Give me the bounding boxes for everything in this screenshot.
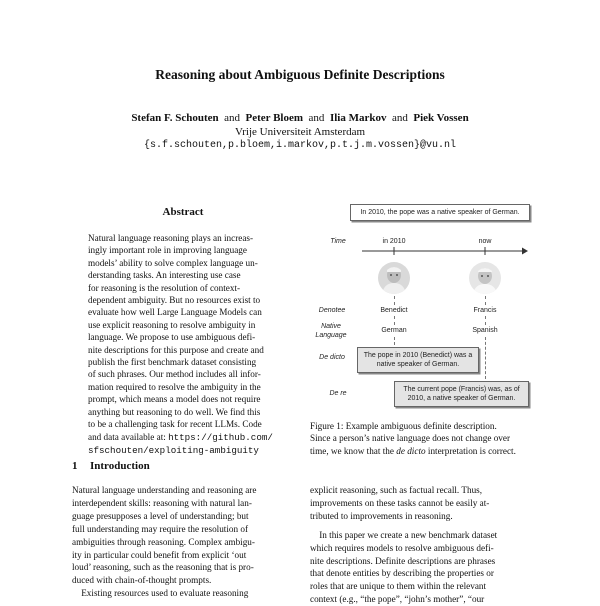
abstract-line: evaluate how well Large Language Models can — [88, 307, 262, 318]
denotee-francis: Francis — [473, 307, 497, 314]
author-separator: and — [308, 112, 325, 124]
code-url[interactable]: https://github.com/ — [168, 431, 273, 443]
abstract-line: models’ ability to solve complex language un- — [88, 257, 258, 268]
de-re-text: The current pope (Francis) was, as of 2010, a native speaker of German. — [403, 386, 520, 402]
language-german: German — [381, 327, 407, 334]
row-label-denotee: Denotee — [318, 307, 346, 314]
caption-text: interpretation is correct. — [425, 445, 516, 456]
abstract-line: ingly important role in improving language — [88, 245, 247, 256]
body-line: Existing resources used to evaluate reasoning — [72, 588, 249, 599]
affiliation: Vrije Universiteit Amsterdam — [234, 126, 366, 138]
body-line: guage presupposes a level of understanding; but — [72, 510, 249, 521]
body-line: loud’ reasoning, such as the reasoning that is pro- — [72, 562, 254, 573]
benedict-portrait — [378, 262, 410, 294]
body-line: explicit reasoning, such as factual recall. Thus, — [310, 485, 483, 495]
timeline-arrow — [360, 245, 530, 257]
francis-portrait — [469, 262, 501, 294]
row-label-de-dicto: De dicto — [319, 354, 345, 361]
abstract-line — [88, 444, 278, 457]
abstract-line: mation required to resolve the ambiguity in the — [88, 381, 261, 392]
body-line: tributed to improvements in reasoning. — [310, 510, 453, 521]
caption-line — [310, 445, 532, 457]
abstract-line: nite descriptions for this purpose and create and — [88, 344, 264, 355]
connector-line — [485, 296, 486, 305]
abstract-line: use explicit reasoning to resolve ambiguity in — [88, 319, 256, 330]
caption-line: Since a person’s native language does not change over — [310, 433, 511, 444]
body-line: duced with chain-of-thought prompts. — [72, 575, 212, 586]
body-line: context (e.g., “the pope”, “john’s mother”, “our — [310, 594, 485, 605]
body-line: ity in particular could benefit from explicit ‘out — [72, 549, 247, 560]
author-emails: {s.f.schouten,p.bloem,i.markov,p.t.j.m.vossen}@vu.nl — [143, 140, 457, 151]
intro-left-column — [72, 484, 292, 600]
author-name: Ilia Markov — [329, 112, 387, 124]
row-label-native-language — [308, 322, 354, 340]
language-spanish: Spanish — [472, 327, 498, 334]
caption-text: time, we know that the — [310, 445, 397, 456]
abstract-line: anything but reasoning to do well. We find this — [88, 406, 261, 417]
row-label-line: Language — [315, 332, 347, 339]
de-dicto-box — [357, 347, 479, 373]
abstract-line: language. We propose to use ambiguous defi- — [88, 332, 256, 343]
body-line: that denote entities by describing the properties or — [310, 568, 494, 579]
abstract-line — [88, 431, 278, 444]
author-name: Piek Vossen — [413, 112, 469, 124]
row-label-de-re: De re — [329, 390, 347, 397]
time-label-now: now — [478, 238, 492, 245]
connector-line — [394, 316, 395, 325]
abstract-line: Natural language reasoning plays an increas- — [88, 233, 254, 243]
body-line: roles that are unique to them within the relevant — [310, 581, 487, 592]
author-name: Peter Bloem — [245, 112, 304, 124]
author-separator: and — [391, 112, 408, 124]
author-separator: and — [224, 112, 241, 124]
row-label-line: Native — [321, 323, 341, 330]
body-line: Natural language understanding and reasoning are — [72, 485, 257, 495]
abstract-line: prompt, which means a model does not require — [88, 394, 261, 405]
abstract-line: publish the first benchmark dataset consisting — [88, 357, 257, 368]
row-label-time: Time — [330, 238, 346, 245]
abstract-line: derstanding tasks. An interesting use case — [88, 270, 241, 281]
abstract-heading: Abstract — [162, 206, 204, 218]
code-url[interactable]: sfschouten/exploiting-ambiguity — [88, 444, 259, 456]
denotee-benedict: Benedict — [380, 307, 408, 314]
section-number: 1 — [72, 460, 78, 472]
example-sentence-box — [350, 204, 530, 221]
body-line: nite descriptions. Definite descriptions are phrases — [310, 555, 496, 566]
author-name: Stefan F. Schouten — [131, 112, 219, 124]
abstract-line: to be a challenging task for recent LLMs. Code — [88, 419, 262, 430]
paper-title: Reasoning about Ambiguous Definite Descriptions — [155, 67, 445, 82]
de-dicto-text: The pope in 2010 (Benedict) was a native speaker of German. — [363, 352, 473, 368]
connector-line — [394, 296, 395, 305]
abstract-line: dependent ambiguity. But no resources exist to — [88, 295, 261, 306]
example-sentence: In 2010, the pope was a native speaker of German. — [360, 209, 520, 216]
body-line: improvements on these tasks cannot be easily at- — [310, 497, 490, 508]
connector-line — [485, 337, 486, 379]
connector-line — [485, 316, 486, 325]
caption-line: Figure 1: Example ambiguous definite description. — [310, 421, 497, 431]
body-line: ambiguities through reasoning. Complex ambigu- — [72, 536, 255, 547]
author-list — [0, 112, 600, 125]
abstract-line-text: and data available at: — [88, 431, 169, 442]
figure-caption — [310, 420, 532, 457]
time-label-2010: in 2010 — [382, 238, 406, 245]
section-title: Introduction — [90, 460, 150, 472]
caption-italic: de dicto — [396, 445, 426, 456]
intro-right-column — [310, 484, 532, 606]
body-line: In this paper we create a new benchmark dataset — [310, 529, 498, 540]
body-line: interdependent skills: reasoning with natural lan- — [72, 497, 252, 508]
abstract-line: of such phrases. Our method includes all infor- — [88, 369, 261, 380]
de-re-box — [394, 381, 529, 407]
section-heading — [72, 460, 150, 472]
connector-line — [394, 337, 395, 345]
abstract-line: for reasoning is the resolution of context- — [88, 282, 241, 293]
body-line: which requires models to resolve ambiguous defi- — [310, 542, 494, 553]
abstract-body — [88, 232, 278, 457]
body-line: full understanding may require the resolution of — [72, 523, 249, 534]
